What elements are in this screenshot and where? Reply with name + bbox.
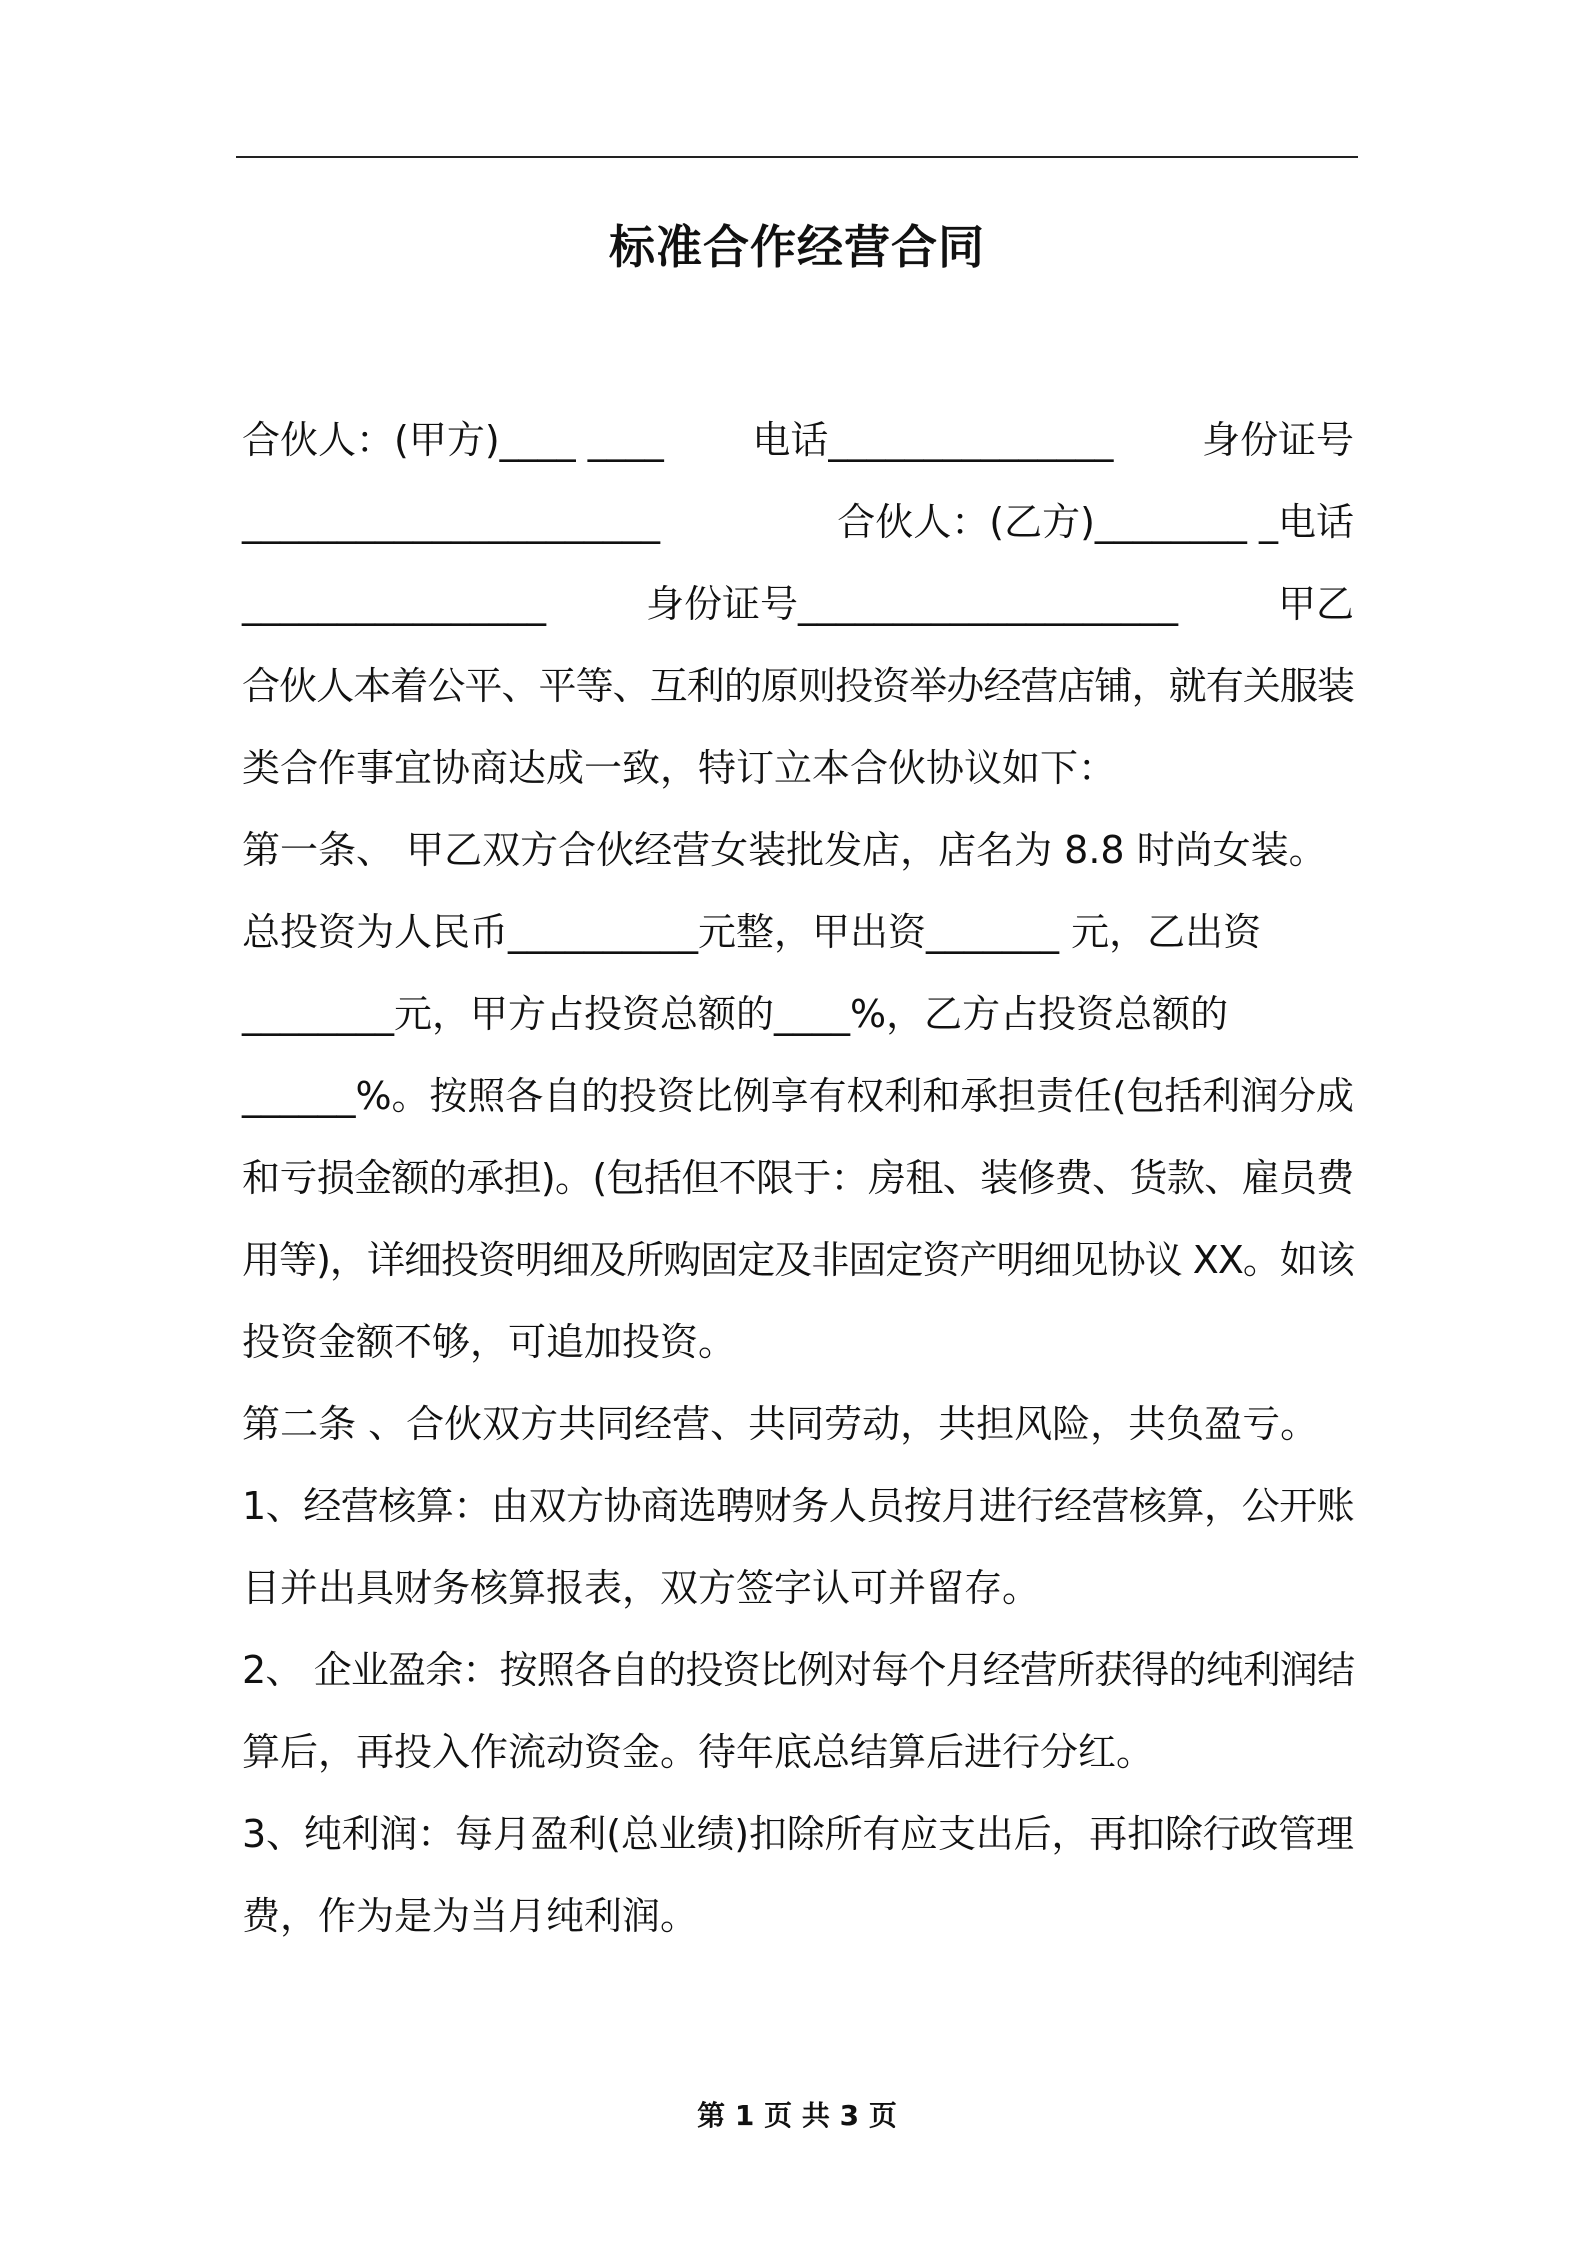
body-line bbox=[242, 562, 1354, 646]
body-line: 类合作事宜协商达成一致，特订立本合伙协议如下： bbox=[242, 746, 1117, 790]
body-line: 1、经营核算：由双方协商选聘财务人员按月进行经营核算，公开账 bbox=[242, 1484, 1355, 1528]
body-line: 投资金额不够，可追加投资。 bbox=[242, 1320, 737, 1364]
body-line: 合伙人本着公平、平等、互利的原则投资举办经营店铺，就有关服装 bbox=[242, 664, 1355, 708]
line-segment: 身份证号 bbox=[1201, 418, 1354, 462]
line-segment: 甲乙 bbox=[1277, 582, 1354, 626]
body-line: 用等)，详细投资明细及所购固定及非固定资产明细见协议 XX。如该 bbox=[242, 1238, 1354, 1282]
body-line bbox=[242, 480, 1354, 564]
body-line: 2、 企业盈余：按照各自的投资比例对每个月经营所获得的纯利润结 bbox=[242, 1648, 1355, 1692]
article-heading-line: 第二条 、合伙双方共同经营、共同劳动，共担风险，共负盈亏。 bbox=[242, 1402, 1319, 1446]
line-segment: ________________ bbox=[242, 582, 546, 626]
header-rule bbox=[236, 156, 1358, 158]
body-line: ______%。按照各自的投资比例享有权利和承担责任(包括利润分成 bbox=[242, 1074, 1354, 1118]
line-segment: 合伙人：(乙方)________ _电话 bbox=[837, 500, 1354, 544]
body-line bbox=[242, 398, 1354, 482]
document-title: 标准合作经营合同 bbox=[609, 220, 985, 274]
line-segment: 身份证号____________________ bbox=[645, 582, 1178, 626]
page-indicator: 第 1 页 共 3 页 bbox=[697, 2099, 897, 2132]
body-line: 和亏损金额的承担)。(包括但不限于：房租、装修费、货款、雇员费 bbox=[242, 1156, 1354, 1200]
body-line: 算后，再投入作流动资金。待年底总结算后进行分红。 bbox=[242, 1730, 1155, 1774]
body-line: 总投资为人民币__________元整，甲出资_______ 元，乙出资 bbox=[242, 910, 1262, 954]
line-segment: 合伙人：(甲方)____ ____ bbox=[242, 418, 664, 462]
body-line: 目并出具财务核算报表，双方签字认可并留存。 bbox=[242, 1566, 1041, 1610]
body-line: 3、纯利润：每月盈利(总业绩)扣除所有应支出后，再扣除行政管理 bbox=[242, 1812, 1354, 1856]
line-segment: 电话_______________ bbox=[752, 418, 1114, 462]
line-segment: ______________________ bbox=[242, 500, 660, 544]
article-heading-line: 第一条、 甲乙双方合伙经营女装批发店，店名为 8.8 时尚女装。 bbox=[242, 828, 1327, 872]
body-line: ________元，甲方占投资总额的____%，乙方占投资总额的 bbox=[242, 992, 1229, 1036]
body-line: 费，作为是为当月纯利润。 bbox=[242, 1894, 699, 1938]
